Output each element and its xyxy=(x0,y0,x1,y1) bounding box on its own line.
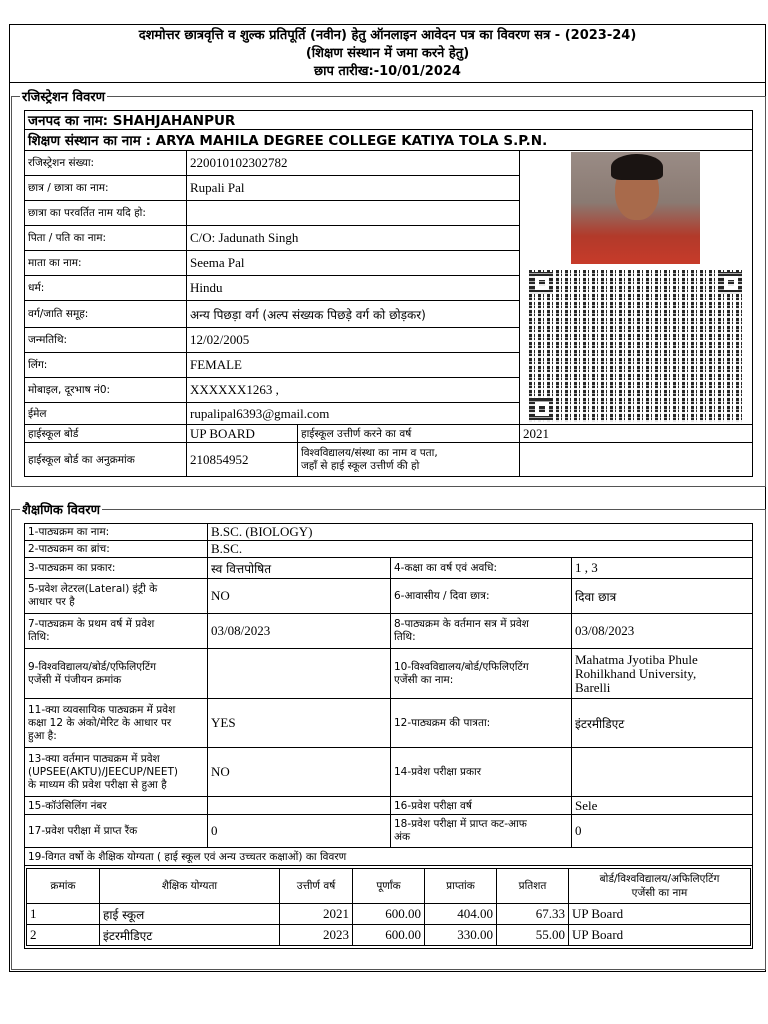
reg-label-5: धर्म: xyxy=(25,276,187,301)
exam-type-label: 14-प्रवेश परीक्षा प्रकार xyxy=(391,748,572,797)
form-header xyxy=(10,25,765,83)
reg-value-5: Hindu xyxy=(187,276,520,301)
student-photo xyxy=(571,152,700,264)
district-label: जनपद का नाम: xyxy=(28,113,113,129)
first-admission-label-line2: तिथि: xyxy=(28,631,50,643)
uni-reg-label xyxy=(25,649,208,699)
branch-value: B.SC. xyxy=(208,541,753,558)
institution-label: शिक्षण संस्थान का नाम : xyxy=(28,133,156,149)
exam-value: NO xyxy=(208,748,391,797)
cutoff-label xyxy=(391,815,572,848)
reg-value-3: C/O: Jadunath Singh xyxy=(187,226,520,251)
lateral-value: NO xyxy=(208,579,391,614)
pass-year-value: 2021 xyxy=(520,425,753,443)
past-year: 2023 xyxy=(280,925,353,946)
uni-name-label-line2: एजेंसी का नाम: xyxy=(394,673,454,686)
cutoff-label-line1: 18-प्रवेश परीक्षा में प्राप्त कट-आफ xyxy=(394,818,527,830)
class-year-value: 1 , 3 xyxy=(572,558,753,579)
exam-label xyxy=(25,748,208,797)
past-sn: 2 xyxy=(27,925,100,946)
uni-reg-value xyxy=(208,649,391,699)
qr-pattern xyxy=(529,270,744,422)
past-obtained: 330.00 xyxy=(425,925,497,946)
form-subtitle: (शिक्षण संस्थान में जमा करने हेतु) xyxy=(305,46,470,61)
form-title: दशमोत्तर छात्रवृत्ति व शुल्क प्रतिपूर्ति (नवीन) हेतु ऑनलाइन आवेदन पत्र का विवरण सत्र - (2023-24) xyxy=(138,28,637,43)
reg-value-7: 12/02/2005 xyxy=(187,328,520,353)
photo-hair xyxy=(611,154,663,180)
merit-label xyxy=(25,699,208,748)
past-sn: 1 xyxy=(27,904,100,925)
reg-value-4: Seema Pal xyxy=(187,251,520,276)
exam-year-label: 16-प्रवेश परीक्षा वर्ष xyxy=(391,797,572,815)
course-type-label: 3-पाठ्यक्रम का प्रकार: xyxy=(25,558,208,579)
current-admission-label-line1: 8-पाठ्यक्रम के वर्तमान सत्र में प्रवेश xyxy=(394,618,529,630)
past-percent: 67.33 xyxy=(497,904,569,925)
class-year-label: 4-कक्षा का वर्ष एवं अवधि: xyxy=(391,558,572,579)
academic-legend: शैक्षणिक विवरण xyxy=(22,503,100,518)
roll-value: 210854952 xyxy=(187,443,298,477)
past-education-label: 19-विगत वर्षो के शैक्षिक योग्यता ( हाई स्कूल एवं अन्य उच्चतर कक्षाओं) का विवरण xyxy=(25,848,753,866)
current-admission-label-line2: तिथि: xyxy=(394,631,416,643)
lateral-label xyxy=(25,579,208,614)
institution-cell xyxy=(25,130,753,151)
past-header-sn: क्रमांक xyxy=(27,869,100,904)
reg-label-0: रजिस्ट्रेशन संख्या: xyxy=(25,151,187,176)
counselling-value xyxy=(208,797,391,815)
reg-label-8: लिंग: xyxy=(25,353,187,378)
print-date-line xyxy=(10,63,765,81)
rank-label: 17-प्रवेश परीक्षा में प्राप्त रैंक xyxy=(25,815,208,848)
exam-label-line3: के माध्यम की प्रवेश परीक्षा से हुआ है xyxy=(28,778,167,791)
reg-value-6: अन्य पिछड़ा वर्ग (अल्प संख्यक पिछड़े वर्ग को छोड़कर) xyxy=(187,301,520,328)
reg-value-1: Rupali Pal xyxy=(187,176,520,201)
current-admission-label xyxy=(391,614,572,649)
merit-label-line3: हुआ है: xyxy=(28,729,57,742)
eligibility-value: इंटरमीडिएट xyxy=(572,699,753,748)
past-board: UP Board xyxy=(569,925,751,946)
first-admission-value: 03/08/2023 xyxy=(208,614,391,649)
past-header-obtained: प्राप्तांक xyxy=(425,869,497,904)
univ-value xyxy=(520,443,753,477)
uni-name-label xyxy=(391,649,572,699)
reg-label-2: छात्रा का परवर्तित नाम यदि हो: xyxy=(25,201,187,226)
univ-label xyxy=(298,443,520,477)
district-cell xyxy=(25,111,753,130)
reg-label-9: मोबाइल, दूरभाष नं0: xyxy=(25,378,187,403)
past-year: 2021 xyxy=(280,904,353,925)
roll-label: हाईस्कूल बोर्ड का अनुक्रमांक xyxy=(25,443,187,477)
reg-label-6: वर्ग/जाति समूह: xyxy=(25,301,187,328)
past-max: 600.00 xyxy=(353,904,425,925)
past-max: 600.00 xyxy=(353,925,425,946)
first-admission-label-line1: 7-पाठ्यक्रम के प्रथम वर्ष में प्रवेश xyxy=(28,618,155,630)
print-date: -10/01/2024 xyxy=(373,64,461,79)
merit-label-line2: कक्षा 12 के अंको/मेरिट के आधार पर xyxy=(28,716,172,729)
merit-value: YES xyxy=(208,699,391,748)
past-percent: 55.00 xyxy=(497,925,569,946)
uni-name-line3: Barelli xyxy=(575,679,611,695)
lateral-label-line1: 5-प्रवेश लेटरल(Lateral) इंट्री के xyxy=(28,583,158,595)
past-header-board-line1: बोर्ड/विश्वविद्यालय/अफिलिएटिंग xyxy=(599,873,720,885)
branch-label: 2-पाठ्यक्रम का ब्रांच: xyxy=(25,541,208,558)
rank-value: 0 xyxy=(208,815,391,848)
course-name-label: 1-पाठ्यक्रम का नाम: xyxy=(25,524,208,541)
past-header-percent: प्रतिशत xyxy=(497,869,569,904)
uni-name-value xyxy=(572,649,753,699)
board-label: हाईस्कूल बोर्ड xyxy=(25,425,187,443)
course-type-value: स्व वित्तपोषित xyxy=(208,558,391,579)
residence-label: 6-आवासीय / दिवा छात्र: xyxy=(391,579,572,614)
reg-label-3: पिता / पति का नाम: xyxy=(25,226,187,251)
residence-value: दिवा छात्र xyxy=(572,579,753,614)
exam-label-line1: 13-क्या वर्तमान पाठ्यक्रम में प्रवेश xyxy=(28,752,160,765)
reg-value-8: FEMALE xyxy=(187,353,520,378)
eligibility-label: 12-पाठ्यक्रम की पात्रता: xyxy=(391,699,572,748)
univ-label-line1: विश्वविद्यालय/संस्था का नाम व पता, xyxy=(301,446,438,459)
reg-value-9: XXXXXX1263 , xyxy=(187,378,520,403)
reg-label-10: ईमेल xyxy=(25,403,187,425)
past-header-board xyxy=(569,869,751,904)
current-admission-value: 03/08/2023 xyxy=(572,614,753,649)
past-header-board-line2: एजेंसी का नाम xyxy=(631,887,688,899)
past-header-qualification: शैक्षिक योग्यता xyxy=(100,869,280,904)
past-header-year: उत्तीर्ण वर्ष xyxy=(280,869,353,904)
institution-value: ARYA MAHILA DEGREE COLLEGE KATIYA TOLA S.P.N. xyxy=(155,133,548,149)
print-date-label: छाप तारीख: xyxy=(314,64,374,79)
uni-reg-label-line2: एजेंसी में पंजीयन क्रमांक xyxy=(28,673,122,686)
reg-value-0: 220010102302782 xyxy=(187,151,520,176)
cutoff-value: 0 xyxy=(572,815,753,848)
uni-name-line1: Mahatma Jyotiba Phule xyxy=(575,651,698,667)
past-education-table xyxy=(26,868,751,946)
cutoff-label-line2: अंक xyxy=(394,831,411,843)
uni-reg-label-line1: 9-विश्वविद्यालय/बोर्ड/एफिलिएटिंग xyxy=(28,660,157,673)
reg-label-7: जन्मतिथि: xyxy=(25,328,187,353)
exam-label-line2: (UPSEE(AKTU)/JEECUP/NEET) xyxy=(28,765,179,778)
merit-label-line1: 11-क्या व्यवसायिक पाठ्यक्रम में प्रवेश xyxy=(28,703,176,716)
past-qualification: हाई स्कूल xyxy=(100,904,280,925)
district-value: SHAHJAHANPUR xyxy=(112,113,236,129)
past-qualification: इंटरमीडिएट xyxy=(100,925,280,946)
past-obtained: 404.00 xyxy=(425,904,497,925)
table-row xyxy=(27,904,751,925)
board-value: UP BOARD xyxy=(187,425,298,443)
uni-name-line2: Rohilkhand University, xyxy=(575,665,697,681)
past-education-container xyxy=(25,866,753,949)
past-board: UP Board xyxy=(569,904,751,925)
lateral-label-line2: आधार पर है xyxy=(28,596,75,608)
univ-label-line2: जहाँ से हाई स्कूल उत्तीर्ण की हो xyxy=(301,459,420,472)
exam-year-value: Sele xyxy=(572,797,753,815)
reg-label-1: छात्र / छात्रा का नाम: xyxy=(25,176,187,201)
academic-table xyxy=(24,523,753,949)
pass-year-label: हाईस्कूल उत्तीर्ण करने का वर्ष xyxy=(298,425,520,443)
reg-value-2 xyxy=(187,201,520,226)
first-admission-label xyxy=(25,614,208,649)
past-header-max: पूर्णांक xyxy=(353,869,425,904)
uni-name-label-line1: 10-विश्वविद्यालय/बोर्ड/एफिलिएटिंग xyxy=(394,660,529,673)
reg-label-4: माता का नाम: xyxy=(25,251,187,276)
reg-value-10: rupalipal6393@gmail.com xyxy=(187,403,520,425)
counselling-label: 15-कॉउंसिलिंग नंबर xyxy=(25,797,208,815)
table-row xyxy=(27,925,751,946)
course-name-value: B.SC. (BIOLOGY) xyxy=(208,524,753,541)
registration-legend: रजिस्ट्रेशन विवरण xyxy=(22,90,106,105)
exam-type-value xyxy=(572,748,753,797)
